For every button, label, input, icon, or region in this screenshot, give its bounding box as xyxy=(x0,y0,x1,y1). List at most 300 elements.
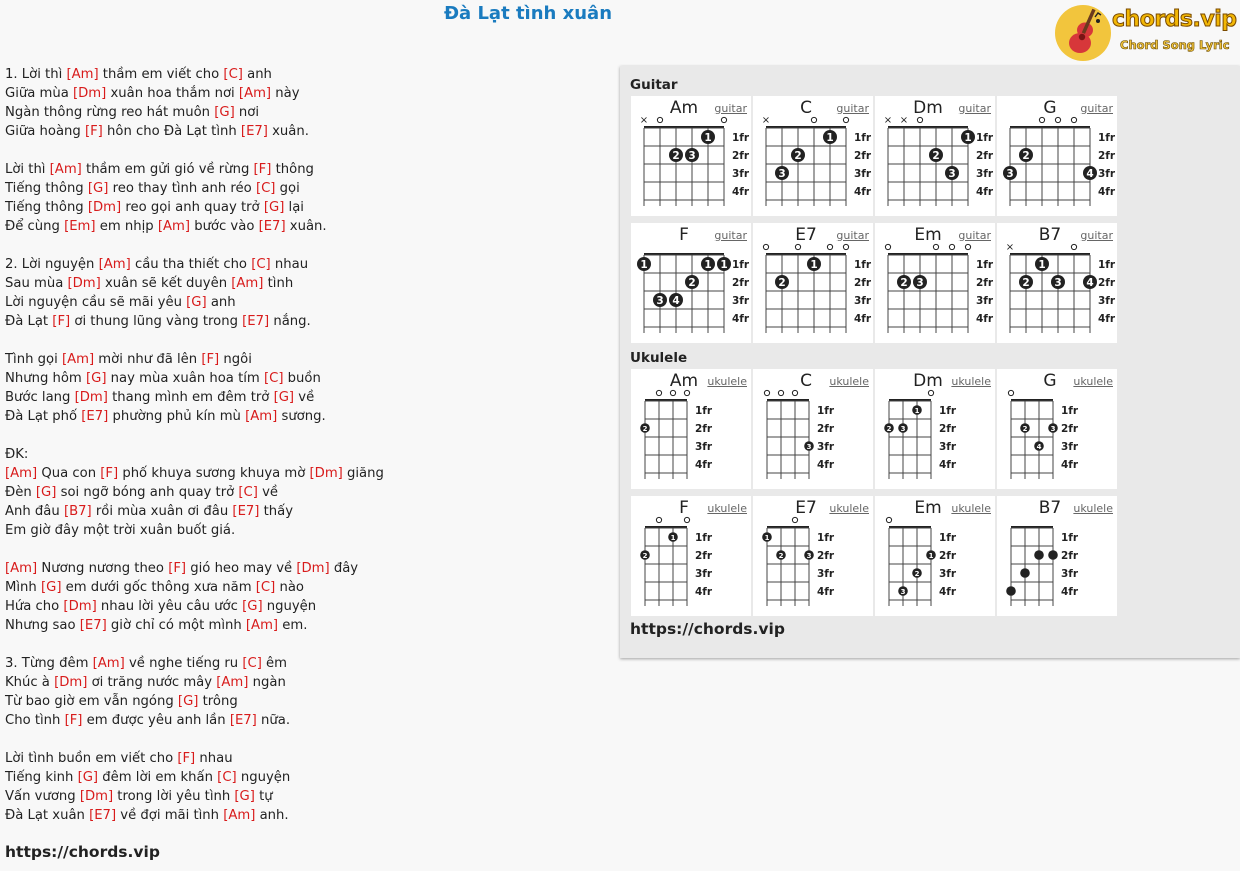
finger-number: 1 xyxy=(764,534,770,542)
open-string-marker xyxy=(1071,117,1076,122)
lyric-text: Tiếng thông xyxy=(5,200,88,215)
instrument-link[interactable]: ukulele xyxy=(1073,375,1113,388)
open-string-marker xyxy=(684,390,689,395)
chord-name: Am xyxy=(669,98,699,118)
finger-number: 3 xyxy=(656,295,664,307)
chords-vip-logo[interactable] xyxy=(1054,3,1238,63)
chord-link[interactable]: [G] xyxy=(234,789,255,804)
lyric-text: nay mùa xuân hoa tím xyxy=(106,371,264,386)
ukulele-chord-am[interactable] xyxy=(631,369,751,489)
lyric-text: em. xyxy=(278,618,308,633)
chord-link[interactable]: [Dm] xyxy=(296,561,330,576)
fret-number-label: 3fr xyxy=(695,568,713,580)
open-string-marker xyxy=(917,117,922,122)
chord-name: E7 xyxy=(795,225,817,245)
fret-number-label: 4fr xyxy=(939,459,957,471)
chord-diagram xyxy=(997,223,1117,343)
open-string-marker xyxy=(811,117,816,122)
fret-number-label: 1fr xyxy=(854,132,872,144)
chord-name: G xyxy=(1043,98,1057,118)
fret-number-label: 2fr xyxy=(1098,277,1116,289)
guitar-chord-g[interactable] xyxy=(997,96,1117,216)
lyric-text: Để cùng xyxy=(5,219,65,234)
instrument-link[interactable]: guitar xyxy=(1080,102,1113,115)
lyric-text: bước vào xyxy=(190,219,259,234)
open-string-marker xyxy=(843,117,848,122)
ukulele-chord-b7[interactable] xyxy=(997,496,1117,616)
chord-link[interactable]: [E7] xyxy=(229,713,257,728)
lyric-text: trong lời yêu tình xyxy=(113,789,235,804)
lyric-line xyxy=(5,787,384,806)
fret-number-label: 2fr xyxy=(817,550,835,562)
muted-string-marker: × xyxy=(1005,242,1015,253)
chord-link[interactable]: [C] xyxy=(255,580,276,595)
lyric-line xyxy=(5,274,384,293)
chord-link[interactable]: [Am] xyxy=(245,618,279,633)
chord-diagram xyxy=(997,369,1117,489)
instrument-link[interactable]: guitar xyxy=(714,229,747,242)
chord-link[interactable]: [Am] xyxy=(231,276,264,291)
chord-link[interactable]: [Am] xyxy=(245,409,278,424)
chord-link[interactable]: [G] xyxy=(40,580,62,595)
open-string-marker xyxy=(792,517,797,522)
lyric-line xyxy=(5,255,384,274)
lyric-text: giờ chỉ có một mình xyxy=(106,618,246,633)
chord-link[interactable]: [F] xyxy=(84,124,103,139)
ukulele-chord-dm[interactable] xyxy=(875,369,995,489)
lyric-text: Tiếng kinh xyxy=(5,770,78,785)
lyric-text: Đà Lạt xuân xyxy=(5,808,90,823)
lyric-text: ĐK: xyxy=(5,447,29,462)
chord-link[interactable]: [Dm] xyxy=(54,675,88,690)
chord-link[interactable]: [Am] xyxy=(49,162,82,177)
ukulele-chord-e7[interactable] xyxy=(753,496,873,616)
guitar-chord-c[interactable] xyxy=(753,96,873,216)
lyric-text: 2. Lời nguyện xyxy=(5,257,99,272)
open-string-marker xyxy=(656,390,661,395)
lyric-text: phường phủ kín mù xyxy=(108,409,246,424)
chord-link[interactable]: [C] xyxy=(251,257,271,272)
lyric-line xyxy=(5,749,384,768)
lyric-text: Tình gọi xyxy=(5,352,62,367)
chord-diagram xyxy=(753,223,873,343)
chord-link[interactable]: [F] xyxy=(253,162,272,177)
chord-link[interactable]: [Am] xyxy=(223,808,256,823)
fret-number-label: 3fr xyxy=(817,441,835,453)
lyric-text: lại xyxy=(284,200,304,215)
lyric-text: 3. Từng đêm xyxy=(5,656,93,671)
lyric-line xyxy=(5,312,384,331)
lyric-text: buồn xyxy=(283,371,321,386)
footer-url[interactable]: https://chords.vip xyxy=(5,843,160,861)
fret-number-label: 1fr xyxy=(1061,532,1079,544)
finger-number: 4 xyxy=(672,295,680,307)
open-string-marker xyxy=(885,244,890,249)
fret-number-label: 3fr xyxy=(939,568,957,580)
lyric-text: nguyện xyxy=(262,599,317,614)
lyric-text: reo gọi anh quay trở xyxy=(121,200,264,215)
finger-number: 2 xyxy=(778,552,784,560)
finger-number: 2 xyxy=(886,425,892,433)
ukulele-chord-em[interactable] xyxy=(875,496,995,616)
fret-number-label: 4fr xyxy=(939,586,957,598)
chord-diagram xyxy=(997,496,1117,616)
fret-number-label: 3fr xyxy=(1061,568,1079,580)
chord-link[interactable]: [G] xyxy=(273,390,295,405)
finger-number: 2 xyxy=(778,277,786,289)
fret-number-label: 4fr xyxy=(817,459,835,471)
finger-number: 2 xyxy=(1022,150,1030,162)
finger-number: 2 xyxy=(642,425,648,433)
chord-link[interactable]: [Em] xyxy=(64,219,96,234)
finger-number: 2 xyxy=(932,150,940,162)
chord-diagram xyxy=(875,496,995,616)
open-string-marker xyxy=(843,244,848,249)
finger-number: 1 xyxy=(704,259,712,271)
lyric-text: Tiếng thông xyxy=(5,181,88,196)
chord-link[interactable]: [Am] xyxy=(66,67,99,82)
instrument-link[interactable]: ukulele xyxy=(707,375,747,388)
lyric-text: Cho tình xyxy=(5,713,65,728)
instrument-link[interactable]: guitar xyxy=(958,102,991,115)
fret-number-label: 2fr xyxy=(732,277,750,289)
fret-number-label: 3fr xyxy=(976,295,994,307)
muted-string-marker: × xyxy=(883,115,893,126)
lyric-text: Lời tình buồn em viết cho xyxy=(5,751,178,766)
finger-number: 3 xyxy=(778,168,786,180)
fret-number-label: 4fr xyxy=(817,586,835,598)
ukulele-chord-f[interactable] xyxy=(631,496,751,616)
open-string-marker xyxy=(792,390,797,395)
chord-link[interactable]: [Am] xyxy=(157,219,190,234)
finger-number: 1 xyxy=(964,132,972,144)
instrument-link[interactable]: guitar xyxy=(958,229,991,242)
chord-link[interactable]: [F] xyxy=(64,713,83,728)
chord-link[interactable]: [F] xyxy=(177,751,196,766)
finger-number: 1 xyxy=(670,534,676,542)
open-string-marker xyxy=(764,390,769,395)
lyric-text: Nhưng hôm xyxy=(5,371,86,386)
lyric-line xyxy=(5,388,384,407)
open-string-marker xyxy=(1008,390,1013,395)
lyric-text: Lời nguyện cầu sẽ mãi yêu xyxy=(5,295,187,310)
lyric-text: ngàn xyxy=(248,675,286,690)
fret-number-label: 3fr xyxy=(1098,295,1116,307)
lyric-text: anh. xyxy=(255,808,289,823)
chord-link[interactable]: [E7] xyxy=(242,314,270,329)
lyric-line xyxy=(5,768,384,787)
finger-dot xyxy=(1020,568,1030,578)
chord-link[interactable]: [Dm] xyxy=(67,276,101,291)
lyric-text: ngôi xyxy=(219,352,252,367)
fret-number-label: 2fr xyxy=(854,150,872,162)
lyric-text: anh xyxy=(206,295,236,310)
lyric-text: anh xyxy=(242,67,272,82)
chord-diagram xyxy=(997,96,1117,216)
chord-link[interactable]: [Dm] xyxy=(87,200,122,215)
fret-number-label: 3fr xyxy=(854,295,872,307)
chord-link[interactable]: [G] xyxy=(77,770,99,785)
open-string-marker xyxy=(721,117,726,122)
lyric-text: thông xyxy=(271,162,314,177)
chord-link[interactable]: [G] xyxy=(35,485,57,500)
chord-link[interactable]: [C] xyxy=(223,67,243,82)
chord-name: Dm xyxy=(913,371,943,391)
lyric-text: xuân sẽ kết duyên xyxy=(100,276,232,291)
ukulele-chord-c[interactable] xyxy=(753,369,873,489)
lyric-text: giăng xyxy=(342,466,384,481)
lyric-line xyxy=(5,464,384,483)
fret-number-label: 1fr xyxy=(732,132,750,144)
open-string-marker xyxy=(886,517,891,522)
lyric-line xyxy=(5,654,384,673)
fret-number-label: 4fr xyxy=(1061,586,1079,598)
lyric-text: đêm lời em khấn xyxy=(98,770,218,785)
lyric-text: Ngàn thông rừng reo hát muôn xyxy=(5,105,215,120)
lyric-line xyxy=(5,293,384,312)
fret-number-label: 1fr xyxy=(939,532,957,544)
fret-number-label: 3fr xyxy=(695,441,713,453)
fret-number-label: 4fr xyxy=(732,313,750,325)
lyric-text: Bước lang xyxy=(5,390,75,405)
chord-diagram xyxy=(631,496,751,616)
lyric-text: thầm em gửi gió về rừng xyxy=(81,162,254,177)
lyric-text: gió heo may về xyxy=(186,561,297,576)
open-string-marker xyxy=(763,244,768,249)
open-string-marker xyxy=(684,517,689,522)
lyric-line xyxy=(5,84,384,103)
lyric-text: mời như đã lên xyxy=(94,352,202,367)
finger-number: 2 xyxy=(914,570,920,578)
chord-link[interactable]: [Dm] xyxy=(73,86,107,101)
instrument-link[interactable]: guitar xyxy=(1080,229,1113,242)
finger-number: 3 xyxy=(900,425,906,433)
chord-diagram-panel xyxy=(620,66,1240,658)
lyric-text: về đợi mãi tình xyxy=(116,808,224,823)
lyric-line xyxy=(5,445,384,464)
ukulele-chord-g[interactable] xyxy=(997,369,1117,489)
chord-link[interactable]: [C] xyxy=(217,770,237,785)
fret-number-label: 3fr xyxy=(732,295,750,307)
fret-number-label: 2fr xyxy=(939,550,957,562)
lyric-line xyxy=(5,217,384,236)
lyric-line xyxy=(5,673,384,692)
lyric-text: Qua con xyxy=(37,466,101,481)
chord-link[interactable]: [G] xyxy=(85,371,107,386)
chord-link[interactable]: [F] xyxy=(100,466,119,481)
lyric-line xyxy=(5,331,384,350)
instrument-link[interactable]: ukulele xyxy=(951,375,991,388)
open-string-marker xyxy=(656,517,661,522)
chord-link[interactable]: [G] xyxy=(186,295,207,310)
chord-link[interactable]: [C] xyxy=(238,485,258,500)
lyric-text: nắng. xyxy=(269,314,311,329)
lyric-text: trông xyxy=(198,694,238,709)
lyric-line xyxy=(5,122,384,141)
lyric-text: tình xyxy=(263,276,294,291)
lyric-line xyxy=(5,502,384,521)
lyric-line xyxy=(5,521,384,540)
instrument-link[interactable]: ukulele xyxy=(829,502,869,515)
chord-link[interactable]: [F] xyxy=(201,352,220,367)
lyric-text: xuân. xyxy=(285,219,327,234)
instrument-link[interactable]: ukulele xyxy=(951,502,991,515)
chord-link[interactable]: [Dm] xyxy=(79,789,114,804)
chord-name: B7 xyxy=(1038,498,1062,518)
fret-number-label: 1fr xyxy=(854,259,872,271)
fret-number-label: 1fr xyxy=(732,259,750,271)
instrument-link[interactable]: guitar xyxy=(714,102,747,115)
lyric-text: 1. Lời thì xyxy=(5,67,67,82)
lyric-text: ơi thung lũng vàng trong xyxy=(70,314,243,329)
instrument-link[interactable]: ukulele xyxy=(829,375,869,388)
finger-number: 2 xyxy=(1022,425,1028,433)
chord-name: F xyxy=(679,498,689,518)
fret-number-label: 1fr xyxy=(1098,259,1116,271)
lyric-text: nữa. xyxy=(256,713,291,728)
open-string-marker xyxy=(949,244,954,249)
guitar-chord-am[interactable] xyxy=(631,96,751,216)
fret-number-label: 2fr xyxy=(854,277,872,289)
lyric-text: Lời thì xyxy=(5,162,50,177)
finger-number: 3 xyxy=(916,277,924,289)
fret-number-label: 4fr xyxy=(732,186,750,198)
chord-link[interactable]: [E7] xyxy=(81,409,109,424)
chord-link[interactable]: [Am] xyxy=(216,675,249,690)
fret-number-label: 3fr xyxy=(939,441,957,453)
chord-link[interactable]: [E7] xyxy=(232,504,260,519)
guitar-section-label: Guitar xyxy=(630,77,678,93)
guitar-chord-b7[interactable] xyxy=(997,223,1117,343)
lyric-text: Mình xyxy=(5,580,41,595)
lyric-text: em dưới gốc thông xưa năm xyxy=(61,580,256,595)
finger-number: 3 xyxy=(1050,425,1056,433)
lyric-line xyxy=(5,350,384,369)
open-string-marker xyxy=(965,244,970,249)
chord-diagram xyxy=(753,496,873,616)
chord-link[interactable]: [Am] xyxy=(98,257,131,272)
instrument-link[interactable]: guitar xyxy=(836,102,869,115)
chord-link[interactable]: [E7] xyxy=(89,808,117,823)
open-string-marker xyxy=(928,390,933,395)
chord-link[interactable]: [Dm] xyxy=(74,390,108,405)
finger-number: 3 xyxy=(806,552,812,560)
chord-link[interactable]: [C] xyxy=(255,181,276,196)
chord-link[interactable]: [C] xyxy=(242,656,262,671)
chord-link[interactable]: [E7] xyxy=(79,618,107,633)
lyric-text: Em giờ đây một trời xuân buốt giá. xyxy=(5,523,236,538)
finger-dot xyxy=(1006,586,1016,596)
guitar-chord-f[interactable] xyxy=(631,223,751,343)
logo-brand-text: chords.vip xyxy=(1112,7,1237,32)
instrument-link[interactable]: ukulele xyxy=(1073,502,1113,515)
lyrics-block xyxy=(5,65,384,825)
lyric-text: Vấn vương xyxy=(5,789,80,804)
finger-number: 3 xyxy=(806,443,812,451)
fret-number-label: 1fr xyxy=(817,405,835,417)
guitar-chord-dm[interactable] xyxy=(875,96,995,216)
chord-link[interactable]: [G] xyxy=(242,599,263,614)
chord-link[interactable]: [B7] xyxy=(63,504,92,519)
lyric-text: Sau mùa xyxy=(5,276,68,291)
instrument-link[interactable]: ukulele xyxy=(707,502,747,515)
chord-name: C xyxy=(800,98,812,118)
fret-number-label: 2fr xyxy=(1061,423,1079,435)
finger-number: 3 xyxy=(948,168,956,180)
fret-number-label: 4fr xyxy=(695,586,713,598)
lyric-text: êm xyxy=(261,656,288,671)
chord-link[interactable]: [Am] xyxy=(92,656,125,671)
chord-link[interactable]: [F] xyxy=(52,314,71,329)
chord-name: C xyxy=(800,371,812,391)
fret-number-label: 4fr xyxy=(1098,186,1116,198)
lyric-text: rồi mùa xuân ơi đâu xyxy=(91,504,233,519)
chord-link[interactable]: [C] xyxy=(263,371,284,386)
lyric-text: gọi xyxy=(275,181,300,196)
fret-number-label: 3fr xyxy=(854,168,872,180)
guitar-chord-e7[interactable] xyxy=(753,223,873,343)
lyric-text: ơi trăng nước mây xyxy=(87,675,217,690)
chord-name: Am xyxy=(669,371,699,391)
lyric-text: về xyxy=(294,390,315,405)
lyric-text: nhau lời yêu câu ước xyxy=(96,599,243,614)
fret-number-label: 2fr xyxy=(976,277,994,289)
chord-link[interactable]: [E7] xyxy=(240,124,268,139)
finger-dot xyxy=(1048,550,1058,560)
chord-link[interactable]: [Am] xyxy=(5,466,38,481)
lyric-text: reo thay tình anh réo xyxy=(108,181,256,196)
chord-link[interactable]: [G] xyxy=(214,105,235,120)
lyric-line xyxy=(5,692,384,711)
chord-link[interactable]: [E7] xyxy=(258,219,286,234)
fret-number-label: 2fr xyxy=(1061,550,1079,562)
lyric-line xyxy=(5,806,384,825)
chord-link[interactable]: [G] xyxy=(177,694,199,709)
lyric-line xyxy=(5,559,384,578)
lyric-text: Anh đâu xyxy=(5,504,64,519)
fret-number-label: 1fr xyxy=(1098,132,1116,144)
chord-link[interactable]: [Am] xyxy=(61,352,95,367)
muted-string-marker: × xyxy=(639,115,649,126)
fret-number-label: 2fr xyxy=(1098,150,1116,162)
lyric-text: Đà Lạt phố xyxy=(5,409,82,424)
guitar-chord-em[interactable] xyxy=(875,223,995,343)
lyric-line xyxy=(5,236,384,255)
lyric-text: thang mình em đêm trở xyxy=(107,390,274,405)
chord-link[interactable]: [G] xyxy=(263,200,285,215)
lyric-text: về nghe tiếng ru xyxy=(124,656,243,671)
chord-link[interactable]: [F] xyxy=(168,561,187,576)
fret-number-label: 2fr xyxy=(976,150,994,162)
chord-name: Dm xyxy=(913,98,943,118)
lyric-line xyxy=(5,540,384,559)
lyric-text: Đà Lạt xyxy=(5,314,53,329)
finger-number: 2 xyxy=(900,277,908,289)
fret-number-label: 1fr xyxy=(976,132,994,144)
finger-number: 2 xyxy=(1022,277,1030,289)
lyric-text: Hứa cho xyxy=(5,599,64,614)
chord-link[interactable]: [Dm] xyxy=(63,599,97,614)
finger-number: 4 xyxy=(1086,277,1094,289)
chord-name: F xyxy=(679,225,689,245)
panel-url[interactable]: https://chords.vip xyxy=(630,620,785,638)
chord-link[interactable]: [Am] xyxy=(238,86,272,101)
chord-link[interactable]: [Am] xyxy=(5,561,38,576)
instrument-link[interactable]: guitar xyxy=(836,229,869,242)
finger-number: 3 xyxy=(688,150,696,162)
chord-link[interactable]: [G] xyxy=(87,181,109,196)
chord-link[interactable]: [Dm] xyxy=(309,466,343,481)
